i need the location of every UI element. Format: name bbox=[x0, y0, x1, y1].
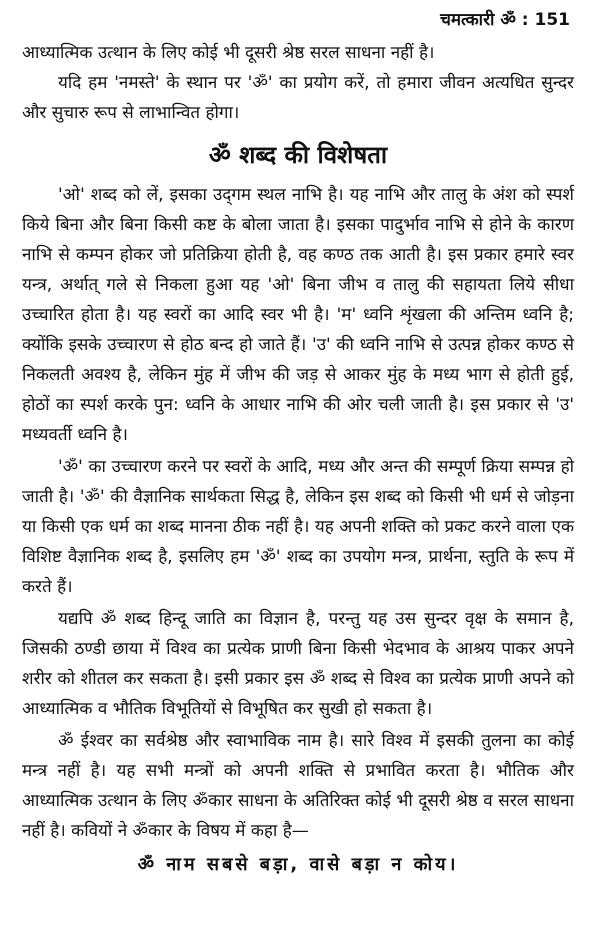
paragraph-4: ॐ ईश्वर का सर्वश्रेष्ठ और स्वाभाविक नाम है। सारे विश्व में इसकी तुलना का कोई मन्त्र नहीं है। यह सभी मन्त्रों को अपनी शक्ति से प्रभावित करता है। भौतिक और आध्यात्मिक उत्थान के लिए ॐकार साधना के अतिरिक्त कोई भी दूसरी श्रेष्ठ व सरल साधना नहीं है। कवियों ने ॐकार के विषय में कहा है— bbox=[22, 731, 574, 841]
running-head-page-number: चमत्कारी ॐ : 151 bbox=[440, 10, 570, 30]
section-heading: ॐ शब्द की विशेषता bbox=[208, 141, 388, 169]
paragraph-2: 'ॐ' का उच्चारण करने पर स्वरों के आदि, मध्य और अन्त की सम्पूर्ण क्रिया सम्पन्न हो जाती है। 'ॐ' की वैज्ञानिक सार्थकता सिद्ध है, लेकिन इस शब्द को किसी भी धर्म से जोड़ना या किसी एक धर्म का शब्द मानना ठीक नहीं है। यह अपनी शक्ति को प्रकट करने वाला एक विशिष्ट वैज्ञानिक शब्द है, इसलिए हम 'ॐ' शब्द का उपयोग मन्त्र, प्रार्थना, स्तुति के रूप में करते हैं। bbox=[22, 457, 574, 597]
intro-paragraph: यदि हम 'नमस्ते' के स्थान पर 'ॐ' का प्रयोग करें, तो हमारा जीवन अत्यधित सुन्दर और सुचारु रूप से लाभान्वित होगा। bbox=[22, 73, 574, 123]
paragraph-1: 'ओ' शब्द को लें, इसका उद्‌गम स्थल नाभि है। यह नाभि और तालु के अंश को स्पर्श किये बिना और बिना किसी कष्ट के बोला जाता है। इसका पादुर्भाव नाभि से होने के कारण नाभि से कम्पन होकर जो प्रतिक्रिया होती है, वह कण्ठ तक आती है। इस प्रकार हमारे स्वर यन्त्र, अर्थात् गले से निकला हुआ यह 'ओ' बिना जीभ व तालु की सहायता लिये सीधा उच्चारित होता है। यह स्वरों का आदि स्वर भी है। 'म' ध्वनि शृंखला की अन्तिम ध्वनि है; क्योंकि इसके उच्चारण से होठ बन्द हो जाते हैं। 'उ' की ध्वनि नाभि से उत्पन्न होकर कण्ठ से निकलती अवश्य है, लेकिन मुंह में जीभ की जड़ से आकर मुंह के मध्य भाग से होती हुई, होठों का स्पर्श करके पुन: ध्वनि के आधार नाभि की ओर चली जाती है। इस प्रकार से 'उ' मध्यवर्ती ध्वनि है। bbox=[22, 185, 574, 445]
paragraph-3: यद्यपि ॐ शब्द हिन्दू जाति का विज्ञान है, परन्तु यह उस सुन्दर वृक्ष के समान है, जिसकी ठण्डी छाया में विश्व का प्रत्येक प्राणी बिना किसी भेदभाव के आश्रय पाकर अपने शरीर को शीतल कर सकता है। इसी प्रकार इस ॐ शब्द से विश्व का प्रत्येक प्राणी अपने को आध्यात्मिक व भौतिक विभूतियों से विभूषित कर सुखी हो सकता है। bbox=[22, 609, 574, 719]
couplet-line: ॐ नाम सबसे बड़ा, वासे बड़ा न कोय। bbox=[137, 854, 459, 875]
continued-text: आध्यात्मिक उत्थान के लिए कोई भी दूसरी श्रेष्ठ सरल साधना नहीं है। bbox=[22, 43, 435, 63]
